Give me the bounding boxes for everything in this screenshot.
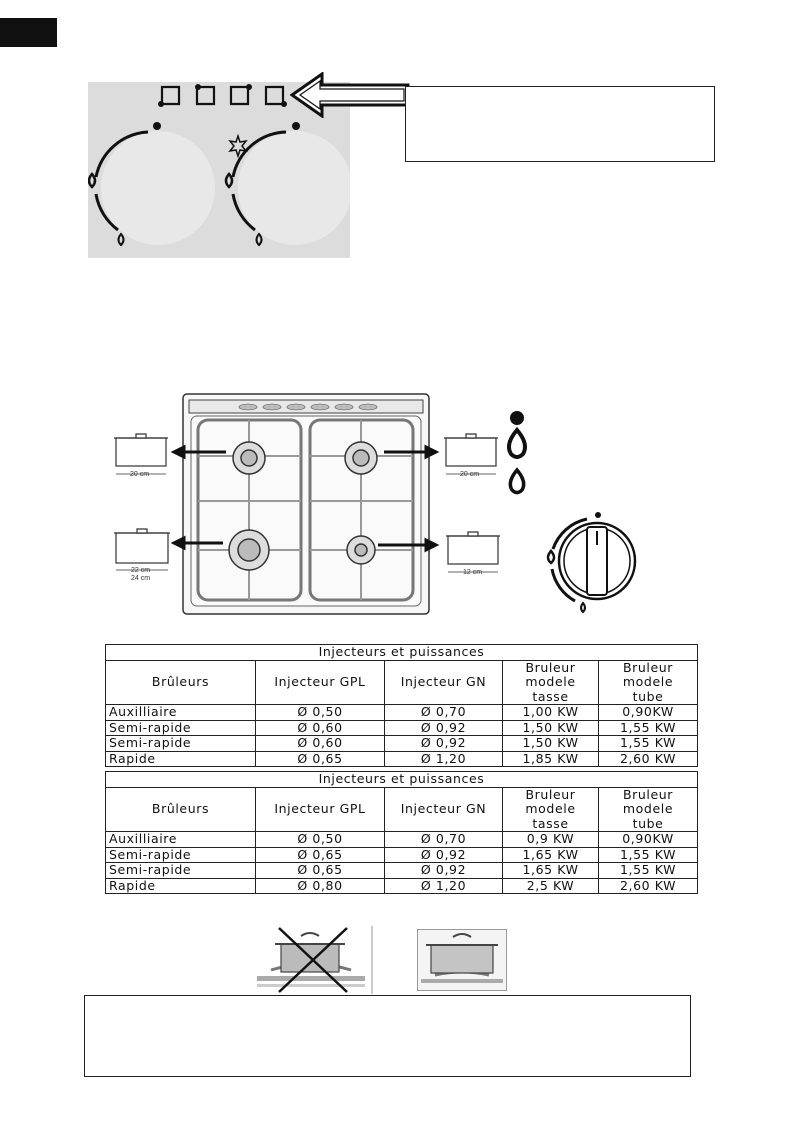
language-tab — [0, 18, 57, 47]
table-row: Auxilliaire Ø 0,50 Ø 0,70 0,9 KW 0,90KW — [106, 832, 698, 848]
table-title: Injecteurs et puissances — [106, 645, 698, 661]
table-row: Semi-rapide Ø 0,65 Ø 0,92 1,65 KW 1,55 KW — [106, 863, 698, 879]
pot-size-top-left: 20 cm — [130, 471, 150, 478]
table-title: Injecteurs et puissances — [106, 772, 698, 788]
pot-size-bottom-left-a: 22 cm — [131, 567, 151, 574]
pot-bottom-right-icon — [448, 536, 498, 564]
timer-button-3 — [231, 87, 248, 104]
flame-low-icon — [257, 234, 262, 245]
table-header-row-2 — [106, 787, 698, 832]
flame-low-icon — [119, 234, 124, 245]
table-row: Rapide Ø 0,80 Ø 1,20 2,5 KW 2,60 KW — [106, 878, 698, 894]
table-row: Auxilliaire Ø 0,50 Ø 0,70 1,00 KW 0,90KW — [106, 705, 698, 721]
timer-button-1 — [162, 87, 179, 104]
pot-size-bottom-right: 12 cm — [463, 569, 483, 576]
header-bruleur-tasse: Bruleur modele tasse — [503, 787, 599, 832]
pot-size-top-right: 20 cm — [460, 471, 480, 478]
timer-button-4 — [266, 87, 283, 104]
info-box-bottom — [84, 995, 691, 1077]
info-box-top — [405, 86, 715, 162]
off-dot-icon — [510, 411, 524, 425]
flame-high-icon — [509, 430, 525, 457]
flame-low-icon — [510, 470, 523, 493]
table-row: Semi-rapide Ø 0,65 Ø 0,92 1,65 KW 1,55 KW — [106, 847, 698, 863]
flame-high-icon — [226, 174, 232, 187]
table-row: Rapide Ø 0,65 Ø 1,20 1,85 KW 2,60 KW — [106, 751, 698, 767]
header-injecteur-gn: Injecteur GN — [385, 787, 503, 832]
header-injecteur-gpl: Injecteur GPL — [256, 787, 385, 832]
injector-power-table — [105, 644, 698, 894]
header-bruleurs: Brûleurs — [106, 660, 256, 705]
flame-legend — [505, 408, 541, 500]
table-header-row-1 — [106, 660, 698, 705]
left-burner-knob — [101, 131, 215, 245]
pot-correct-usage-illustration — [417, 929, 507, 991]
flame-high-icon — [548, 551, 554, 563]
timer-buttons — [162, 87, 283, 104]
header-bruleur-tasse: Bruleur modele tasse — [503, 660, 599, 705]
header-bruleurs: Brûleurs — [106, 787, 256, 832]
pot-bottom-left-icon — [116, 533, 168, 563]
table-title-row-1 — [106, 645, 698, 661]
flame-high-icon — [89, 174, 95, 187]
table-row: Semi-rapide Ø 0,60 Ø 0,92 1,50 KW 1,55 KW — [106, 736, 698, 752]
pointer-arrow-icon — [290, 72, 410, 118]
pot-top-right-icon — [446, 438, 496, 466]
pot-top-left-icon — [116, 438, 166, 466]
header-bruleur-tube: Bruleur modele tube — [599, 787, 698, 832]
header-bruleur-tube: Bruleur modele tube — [599, 660, 698, 705]
flame-low-icon — [581, 603, 585, 612]
hob-diagram — [108, 390, 528, 620]
right-burner-knob — [238, 131, 350, 245]
table-title-row-2 — [106, 772, 698, 788]
header-injecteur-gpl: Injecteur GPL — [256, 660, 385, 705]
pot-wrong-usage-illustration — [249, 926, 373, 994]
pot-size-bottom-left-b: 24 cm — [131, 575, 151, 582]
table-row: Semi-rapide Ø 0,60 Ø 0,92 1,50 KW 1,55 KW — [106, 720, 698, 736]
header-injecteur-gn: Injecteur GN — [385, 660, 503, 705]
burner-knob-diagram — [535, 505, 645, 617]
